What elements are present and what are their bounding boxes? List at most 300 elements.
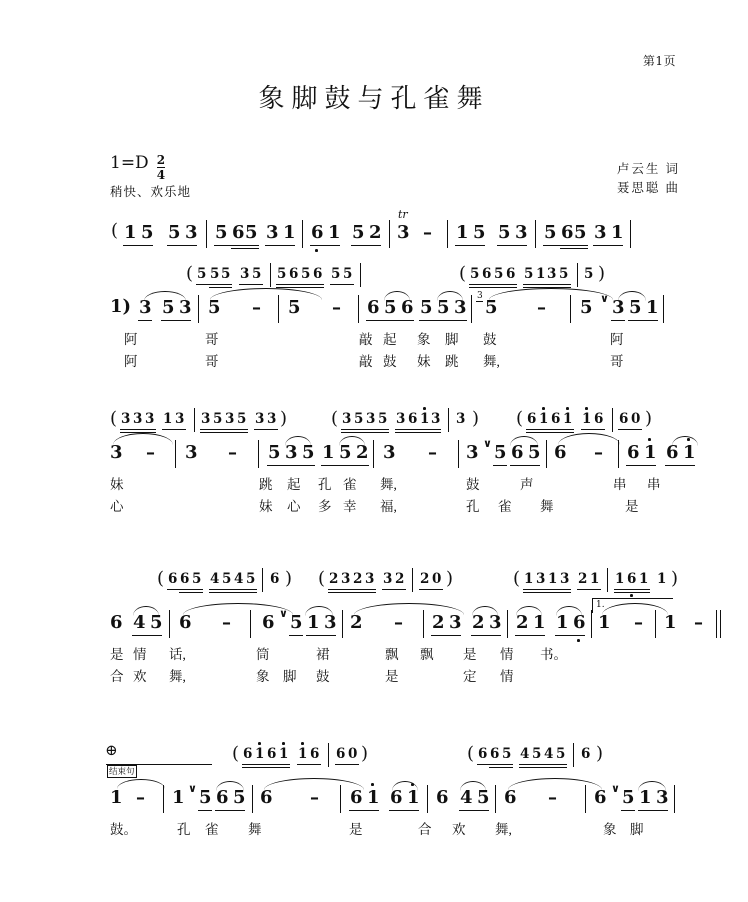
beam: [489, 767, 513, 768]
accomp-note: 6: [243, 746, 253, 762]
beam: [395, 432, 441, 433]
accomp-note: 5: [221, 266, 231, 282]
breath-mark: ∨: [279, 607, 288, 620]
double-barline: [716, 610, 717, 638]
dash: –: [423, 222, 432, 243]
lyric: 舞,: [169, 669, 186, 684]
note: 6: [179, 612, 192, 633]
note: 5: [162, 297, 175, 318]
accomp-note: 6: [619, 411, 629, 427]
accomp-note: 6: [168, 571, 178, 587]
accomp-note: 3: [267, 411, 277, 427]
beam: [626, 465, 656, 466]
beam: [523, 589, 571, 590]
lyric: 孔: [318, 477, 332, 492]
lyric: 妹: [110, 477, 124, 492]
lyric: 心: [287, 499, 301, 514]
accomp-note: 5: [222, 571, 232, 587]
beam: [306, 635, 336, 636]
lyric: 合: [418, 822, 432, 837]
note: 5: [168, 222, 181, 243]
beam: [120, 429, 156, 430]
beam: [523, 592, 571, 593]
note: 5: [622, 787, 635, 808]
breath-mark: ∨: [483, 437, 492, 450]
dash: –: [222, 612, 231, 633]
accomp-note: 6: [336, 746, 346, 762]
note: 5: [629, 297, 642, 318]
barline: [546, 440, 547, 468]
barline: [169, 610, 170, 638]
barline: [194, 408, 195, 432]
key-text: 1=D: [110, 153, 149, 173]
accomp-note: 6: [310, 746, 320, 762]
beam: [419, 320, 467, 321]
accomp-note: 2: [353, 571, 363, 587]
beam: [310, 245, 340, 246]
lyric: 情: [133, 647, 147, 662]
dash: –: [634, 612, 643, 633]
accomp-note: 6: [180, 571, 190, 587]
beam: [593, 245, 623, 246]
note: 5: [150, 612, 163, 633]
accomp-note: 3: [225, 411, 235, 427]
beam: [471, 635, 501, 636]
lyric: 是: [385, 669, 399, 684]
time-signature: [157, 154, 165, 181]
barline: [471, 295, 472, 323]
section-label: 结束句: [109, 766, 135, 776]
lyric: 雀: [343, 477, 357, 492]
lyric: 脚: [630, 822, 644, 837]
beam: [510, 465, 540, 466]
accomp-note: 5: [197, 266, 207, 282]
slur: [183, 603, 293, 615]
dash: –: [136, 787, 145, 808]
accomp-note: 3: [383, 571, 393, 587]
lyric: 情: [500, 647, 514, 662]
dash: –: [694, 612, 703, 633]
barline: [342, 610, 343, 638]
note: 1: [683, 442, 696, 463]
accomp-note: 5: [559, 266, 569, 282]
barline: [448, 408, 449, 432]
accomp-note: 0: [631, 411, 641, 427]
lyric: 书。: [540, 647, 567, 662]
lyric: 鼓。: [110, 822, 137, 837]
beam: [665, 465, 695, 466]
accomp-note: 1: [563, 411, 573, 427]
accomp-note: 6: [289, 266, 299, 282]
accomp-note: 2: [578, 571, 588, 587]
accomp-note: 6: [527, 411, 537, 427]
barline: [591, 610, 592, 638]
accomp-note: 5: [532, 746, 542, 762]
note: 5: [544, 222, 557, 243]
lyric: 串: [613, 477, 627, 492]
barline: [495, 785, 496, 813]
note: 6: [573, 612, 586, 633]
note: 6: [594, 787, 607, 808]
beam: [493, 465, 507, 466]
accomp-note: 1: [639, 571, 649, 587]
close-paren: ): [598, 263, 606, 284]
accomp-note: 2: [329, 571, 339, 587]
beam: [515, 635, 545, 636]
accomp-note: 5: [502, 746, 512, 762]
barline: [302, 220, 303, 248]
lyric: 串: [647, 477, 661, 492]
high-octave-dot: [648, 438, 651, 441]
barline: [570, 295, 571, 323]
close-paren: ): [596, 743, 604, 764]
note: 1: [611, 222, 624, 243]
note: 3: [489, 612, 502, 633]
accomp-note: 3: [145, 411, 155, 427]
note: 3: [449, 612, 462, 633]
high-octave-dot: [282, 742, 285, 745]
lyric: 鼓: [483, 332, 497, 347]
accomp-note: 3: [365, 571, 375, 587]
barline: [607, 568, 608, 592]
note: 1: [598, 612, 611, 633]
lyric: 是: [625, 499, 639, 514]
dash: –: [428, 442, 437, 463]
note: 6: [390, 787, 403, 808]
lyric: 福,: [380, 499, 397, 514]
note: 6: [260, 787, 273, 808]
dash: –: [548, 787, 557, 808]
beam: [276, 284, 324, 285]
note: 5: [199, 787, 212, 808]
lyric: 象: [417, 332, 431, 347]
low-octave-dot: [577, 639, 580, 642]
note: 5: [528, 442, 541, 463]
lyric: 哥: [205, 354, 219, 369]
barline: [389, 220, 390, 248]
lyric: 飘: [385, 647, 399, 662]
dash: –: [252, 297, 261, 318]
accomp-note: 4: [234, 571, 244, 587]
beam: [526, 432, 574, 433]
beam: [200, 429, 248, 430]
note: 5: [384, 297, 397, 318]
note: 5: [477, 787, 490, 808]
accomp-note: 5: [252, 266, 262, 282]
accomp-note: 3: [201, 411, 211, 427]
beam: [265, 245, 295, 246]
barline: [618, 440, 619, 468]
accomp-note: 4: [544, 746, 554, 762]
beam: [161, 320, 191, 321]
lyric: 雀: [205, 822, 219, 837]
note: 1: [644, 442, 657, 463]
barline: [674, 785, 675, 813]
accomp-note: 5: [210, 266, 220, 282]
beam: [459, 810, 489, 811]
beam: [214, 245, 259, 246]
open-paren: (: [513, 568, 521, 589]
accomp-note: 1: [524, 571, 534, 587]
open-paren: (: [467, 743, 475, 764]
note: 3: [383, 442, 396, 463]
accomp-note: 0: [348, 746, 358, 762]
high-octave-dot: [585, 407, 588, 410]
note: 5: [420, 297, 433, 318]
dash: –: [394, 612, 403, 633]
close-paren: ): [671, 568, 679, 589]
dash: –: [228, 442, 237, 463]
note: 6: [561, 222, 574, 243]
accomp-note: 3: [431, 411, 441, 427]
note: 3: [466, 442, 479, 463]
note: 3: [515, 222, 528, 243]
grace-note: 3: [477, 291, 483, 301]
close-paren: ): [645, 408, 653, 429]
beam: [167, 245, 197, 246]
breath-mark: ∨: [611, 782, 620, 795]
beam: [167, 589, 203, 590]
note: 6: [311, 222, 324, 243]
lyric: 心: [110, 499, 124, 514]
note: 1: [283, 222, 296, 243]
beam: [577, 589, 601, 590]
beam: [523, 284, 571, 285]
accomp-note: 1: [548, 571, 558, 587]
note: 5: [288, 297, 301, 318]
accomp-note: 5: [584, 266, 594, 282]
barline: [612, 408, 613, 432]
barline: [458, 440, 459, 468]
beam: [198, 810, 212, 811]
key-signature: [110, 153, 165, 180]
beam: [543, 245, 588, 246]
beam: [267, 465, 315, 466]
accomp-note: 5: [331, 266, 341, 282]
accomp-note: 1: [420, 411, 430, 427]
barline: [423, 610, 424, 638]
beam: [497, 245, 527, 246]
open-paren: (: [318, 568, 326, 589]
note: 6: [216, 787, 229, 808]
beam: [389, 810, 419, 811]
accomp-note: 6: [594, 411, 604, 427]
lyric: 是: [463, 647, 477, 662]
lyric: 起: [383, 332, 397, 347]
note: 5: [473, 222, 486, 243]
accomp-note: 1: [539, 411, 549, 427]
slur: [210, 288, 322, 300]
beam: [476, 301, 483, 302]
note: 6: [627, 442, 640, 463]
note: 5: [208, 297, 221, 318]
trill-mark: tr: [398, 208, 408, 221]
note: 5: [245, 222, 258, 243]
accomp-note: 3: [560, 571, 570, 587]
beam: [132, 635, 162, 636]
beam: [638, 810, 668, 811]
open-paren: (: [459, 263, 467, 284]
dash: –: [537, 297, 546, 318]
beam: [366, 320, 414, 321]
barline: [573, 743, 574, 767]
note: 5: [498, 222, 511, 243]
accomp-note: 5: [556, 746, 566, 762]
note: 2: [516, 612, 529, 633]
beam: [209, 287, 232, 288]
accomp-note: 3: [121, 411, 131, 427]
beam: [215, 810, 245, 811]
lyric: 阿: [124, 332, 138, 347]
beam: [419, 589, 443, 590]
accomp-note: 1: [615, 571, 625, 587]
lyric: 舞: [248, 822, 262, 837]
note: 3: [397, 222, 410, 243]
open-paren: (: [111, 220, 119, 241]
note: 5: [494, 442, 507, 463]
beam: [614, 589, 650, 590]
accomp-note: 1: [279, 746, 289, 762]
open-paren: (: [157, 568, 165, 589]
lyric: 鼓: [383, 354, 397, 369]
accomp-note: 3: [547, 266, 557, 282]
note: 2: [356, 442, 369, 463]
lyric: 声: [520, 477, 534, 492]
accomp-note: 2: [395, 571, 405, 587]
accomp-note: 5: [277, 266, 287, 282]
coda-icon: ⊕: [105, 741, 118, 759]
accomp-note: 6: [627, 571, 637, 587]
note: 4: [460, 787, 473, 808]
barline: [535, 220, 536, 248]
accomp-note: 6: [267, 746, 277, 762]
beam: [297, 764, 321, 765]
beam: [341, 432, 389, 433]
tempo-marking: 稍快、欢乐地: [110, 185, 192, 199]
note: 5: [437, 297, 450, 318]
accomp-note: 1: [163, 411, 173, 427]
close-paren: ): [280, 408, 288, 429]
note: 6: [436, 787, 449, 808]
barline: [270, 263, 271, 287]
accomp-note: 6: [490, 746, 500, 762]
low-octave-dot: [630, 594, 633, 597]
beam: [431, 635, 461, 636]
lyric: 哥: [205, 332, 219, 347]
note: 2: [369, 222, 382, 243]
barline: [412, 568, 413, 592]
accomp-note: 3: [175, 411, 185, 427]
lyric: 舞,: [380, 477, 397, 492]
accomp-note: 2: [420, 571, 430, 587]
beam: [469, 287, 517, 288]
barline: [340, 785, 341, 813]
note: 6: [232, 222, 245, 243]
breath-mark: ∨: [188, 782, 197, 795]
accomp-note: 3: [396, 411, 406, 427]
accomp-note: 0: [432, 571, 442, 587]
lyric: 鼓: [316, 669, 330, 684]
note: 2: [472, 612, 485, 633]
beam: [138, 320, 152, 321]
barline: [278, 295, 279, 323]
note: 1: [664, 612, 677, 633]
accomp-note: 1: [298, 746, 308, 762]
barline: [427, 785, 428, 813]
note: 5: [302, 442, 315, 463]
lyric: 跳: [259, 477, 273, 492]
note: 1: [639, 787, 652, 808]
high-octave-dot: [542, 407, 545, 410]
breath-mark: ∨: [600, 292, 609, 305]
note: 1: [307, 612, 320, 633]
lyric: 舞: [540, 499, 554, 514]
slur: [354, 603, 464, 615]
beam: [341, 429, 389, 430]
lyric: 跳: [445, 354, 459, 369]
lyric: 欢: [452, 822, 466, 837]
beam: [621, 810, 635, 811]
lyric: 情: [500, 669, 514, 684]
beam: [231, 248, 259, 249]
time-signature-denominator: 4: [156, 168, 166, 182]
lyric: 舞,: [495, 822, 512, 837]
note: 2: [432, 612, 445, 633]
dash: –: [594, 442, 603, 463]
beam: [328, 592, 376, 593]
barline: [175, 440, 176, 468]
beam: [526, 429, 574, 430]
accomp-note: 6: [482, 266, 492, 282]
beam: [330, 284, 354, 285]
lyric: 鼓: [466, 477, 480, 492]
accomp-note: 3: [240, 266, 250, 282]
open-paren: (: [186, 263, 194, 284]
accomp-note: 6: [270, 571, 280, 587]
barline: [252, 785, 253, 813]
note: 6: [367, 297, 380, 318]
note: 1: [556, 612, 569, 633]
note: 6: [554, 442, 567, 463]
accomp-note: 6: [478, 746, 488, 762]
beam: [555, 635, 585, 636]
note: 3: [285, 442, 298, 463]
barline: [507, 610, 508, 638]
beam: [611, 320, 625, 321]
lyric: 孔: [177, 822, 191, 837]
lyric: 哥: [610, 354, 624, 369]
close-paren: ): [285, 568, 293, 589]
lyric: 是: [110, 647, 124, 662]
beam: [196, 284, 232, 285]
note: 1: [172, 787, 185, 808]
note: 6: [110, 612, 123, 633]
page-title: 象脚鼓与孔雀舞: [258, 84, 490, 114]
dash: –: [310, 787, 319, 808]
note: 2: [350, 612, 363, 633]
lyric: 定: [463, 669, 477, 684]
beam: [239, 284, 263, 285]
note: 3: [179, 297, 192, 318]
accomp-note: 5: [524, 266, 534, 282]
high-octave-dot: [423, 407, 426, 410]
beam: [242, 764, 290, 765]
first-ending-label: 1.: [596, 600, 605, 610]
dash: –: [146, 442, 155, 463]
lyric: 幸: [343, 499, 357, 514]
beam: [335, 764, 359, 765]
barline: [258, 440, 259, 468]
